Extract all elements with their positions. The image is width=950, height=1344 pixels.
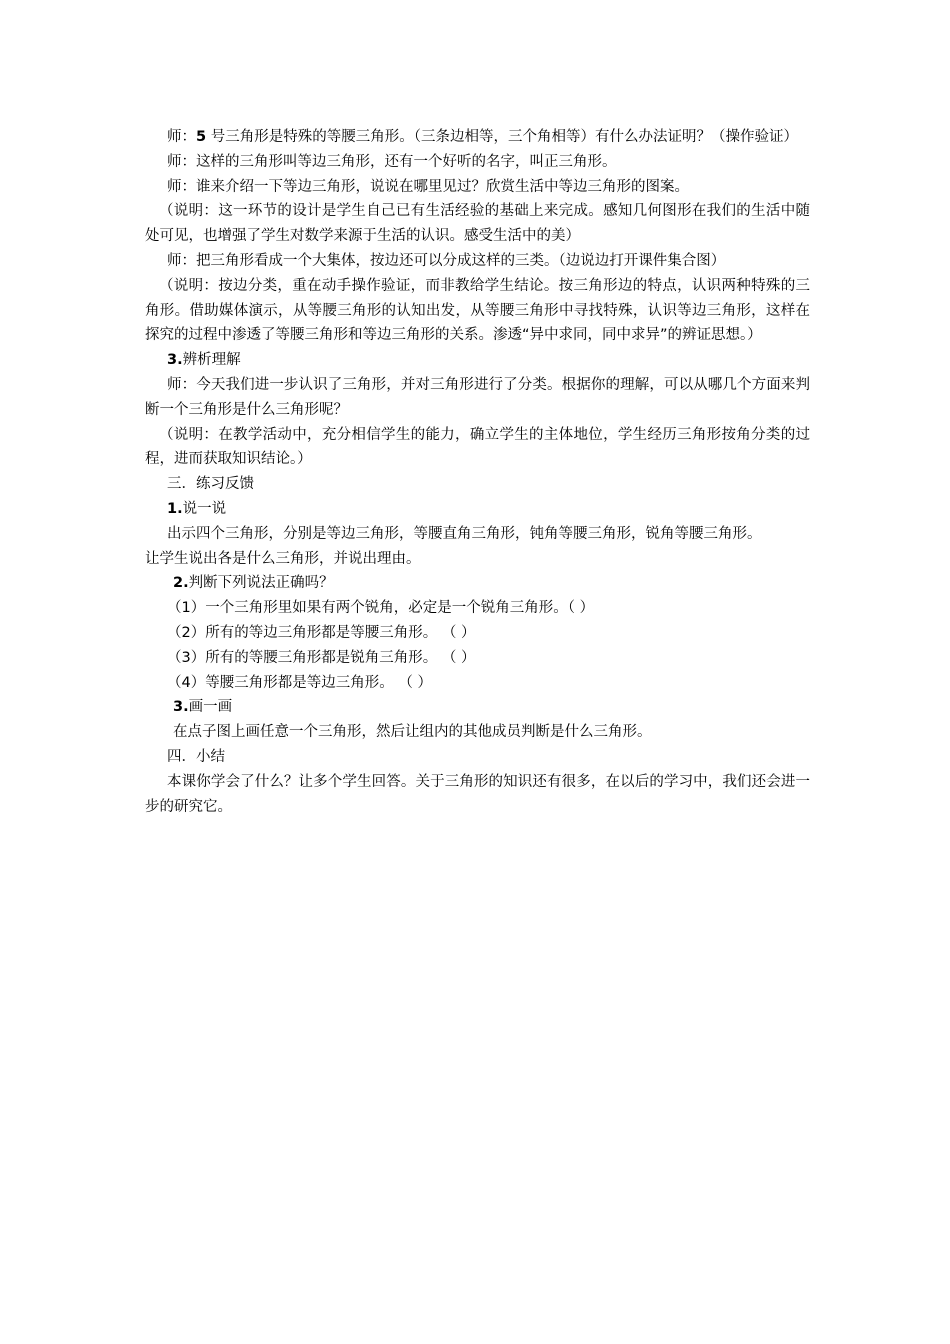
paragraph-introduce-equilateral: 师：谁来介绍一下等边三角形，说说在哪里见过？欣赏生活中等边三角形的图案。 (167, 178, 689, 195)
paragraph-note-teaching: （说明：在教学活动中，充分相信学生的能力，确立学生的主体地位，学生经历三角形按角分类的过程，进而获取知识结论。） (145, 426, 810, 468)
paragraph-judge-triangle: 师：今天我们进一步认识了三角形，并对三角形进行了分类。根据你的理解，可以从哪几个方面来判断一个三角形是什么三角形呢？ (145, 376, 810, 418)
subsection-title: 说一说 (182, 500, 227, 517)
subsection-number: 1. (167, 500, 183, 517)
question-item-1: （1）一个三角形里如果有两个锐角，必定是一个锐角三角形。（ ） (167, 600, 595, 617)
paragraph-note-classify-by-side: （说明：按边分类，重在动手操作验证，而非教给学生结论。按三角形边的特点，认识两种特殊的三角形。借助媒体演示，从等腰三角形的认知出发，从等腰三角形中寻找特殊，认识等边三角形，这样在探究的过程中渗透了等腰三角形和等边三角形的关系。渗透“异中求同，同中求异”的辨证思想。） (145, 277, 810, 344)
subsection-draw (145, 695, 810, 720)
paragraph-prefix: 师： (167, 129, 196, 145)
paragraph-draw-instructions: 在点子图上画任意一个三角形，然后让组内的其他成员判断是什么三角形。 (173, 724, 652, 741)
paragraph-students-explain: 让学生说出各是什么三角形，并说出理由。 (145, 550, 421, 567)
subsection-title: 画一画 (188, 699, 233, 716)
subsection-number: 2. (173, 575, 189, 592)
paragraph-four-triangles: 出示四个三角形，分别是等边三角形，等腰直角三角形，钝角等腰三角形，锐角等腰三角形。 (167, 525, 762, 542)
question-item-2: （2）所有的等边三角形都是等腰三角形。 （ ） (167, 624, 476, 641)
section-title: 辨析理解 (182, 352, 241, 369)
section-heading-summary: 四．小结 (167, 748, 225, 765)
question-item-4: （4）等腰三角形都是等边三角形。 （ ） (167, 674, 432, 691)
subsection-true-false (145, 571, 810, 596)
paragraph-proof-question (145, 125, 810, 150)
paragraph-text: 号三角形是特殊的等腰三角形。（三条边相等，三个角相等）有什么办法证明？（操作验证） (210, 129, 798, 145)
question-item-3: （3）所有的等腰三角形都是锐角三角形。 （ ） (167, 649, 476, 666)
section-number: 3. (167, 352, 183, 369)
paragraph-note-life: （说明：这一环节的设计是学生自己已有生活经验的基础上来完成。感知几何图形在我们的生活中随处可见，也增强了学生对数学来源于生活的认识。感受生活中的美） (145, 203, 810, 245)
section-heading-practice: 三．练习反馈 (167, 476, 254, 493)
document-body (145, 125, 810, 819)
section-heading-analysis (145, 348, 810, 373)
paragraph-summary: 本课你学会了什么？让多个学生回答。关于三角形的知识还有很多，在以后的学习中，我们还会进一步的研究它。 (145, 773, 810, 815)
paragraph-three-types: 师：把三角形看成一个大集体，按边还可以分成这样的三类。（边说边打开课件集合图） (167, 252, 726, 269)
subsection-say (145, 497, 810, 522)
triangle-number: 5 (196, 129, 207, 145)
subsection-number: 3. (173, 699, 189, 716)
subsection-title: 判断下列说法正确吗？ (188, 575, 334, 592)
paragraph-equilateral-name: 师：这样的三角形叫等边三角形，还有一个好听的名字，叫正三角形。 (167, 153, 617, 170)
